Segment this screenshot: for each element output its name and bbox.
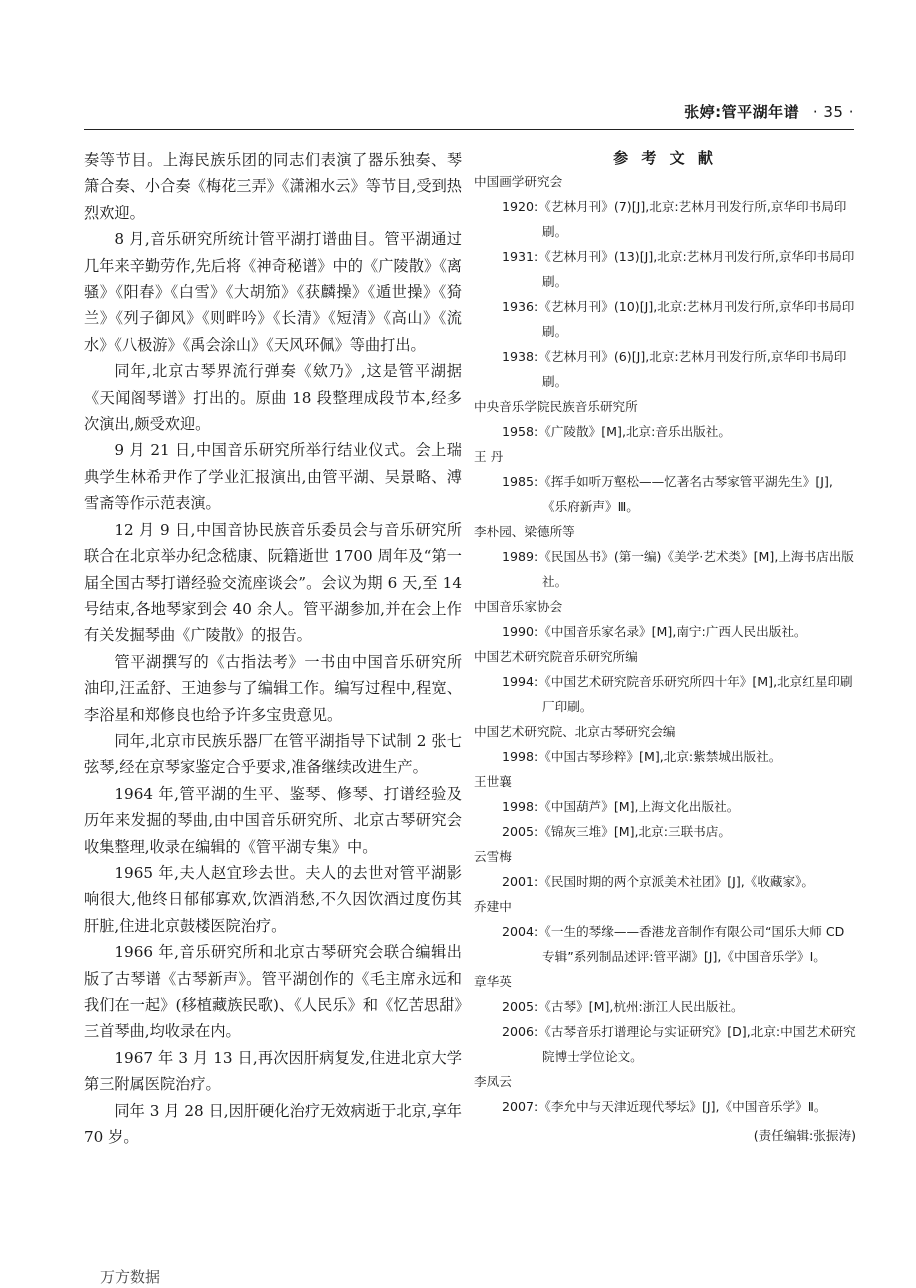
reference-entry	[502, 1019, 856, 1069]
reference-entry-text: 1931:《艺林月刊》(13)[J],北京:艺林月刊发行所,京华印书局印刷。	[502, 249, 855, 289]
reference-entry	[502, 994, 856, 1019]
reference-author: 王 丹	[474, 449, 504, 464]
body-paragraph: 1964 年,管平湖的生平、鉴琴、修琴、打谱经验及历年来发掘的琴曲,由中国音乐研究所、北京古琴研究会收集整理,收录在编辑的《管平湖专集》中。	[84, 784, 462, 856]
body-paragraph: 1967 年 3 月 13 日,再次因肝病复发,住进北京大学第三附属医院治疗。	[84, 1048, 462, 1094]
reference-author: 中国画学研究会	[474, 174, 563, 189]
reference-entry-text: 2005:《古琴》[M],杭州:浙江人民出版社。	[502, 999, 744, 1014]
reference-author: 李朴园、梁德所等	[474, 524, 575, 539]
reference-author: 章华英	[474, 974, 512, 989]
body-paragraph: 奏等节目。上海民族乐团的同志们表演了器乐独奏、琴箫合奏、小合奏《梅花三弄》《潇湘水云》等节目,受到热烈欢迎。	[84, 151, 462, 222]
reference-entry-text: 2004:《一生的琴缘——香港龙音制作有限公司“国乐大师 CD 专辑”系列制品述评:管平湖》[J],《中国音乐学》Ⅰ。	[502, 924, 845, 964]
reference-entry-text: 2007:《李允中与天津近现代琴坛》[J],《中国音乐学》Ⅱ。	[502, 1099, 827, 1114]
reference-author: 中国艺术研究院音乐研究所编	[474, 649, 638, 664]
reference-entry-text: 1985:《挥手如听万壑松——忆著名古琴家管平湖先生》[J],《乐府新声》Ⅲ。	[502, 474, 833, 514]
reference-entry	[502, 669, 856, 719]
references-title: 参 考 文 献	[613, 149, 717, 167]
reference-entry-text: 1936:《艺林月刊》(10)[J],北京:艺林月刊发行所,京华印书局印刷。	[502, 299, 855, 339]
reference-entry	[502, 794, 856, 819]
running-head	[684, 101, 854, 122]
reference-entry-text: 2005:《锦灰三堆》[M],北京:三联书店。	[502, 824, 731, 839]
body-paragraph: 同年,北京市民族乐器厂在管平湖指导下试制 2 张七弦琴,经在京琴家鉴定合乎要求,准备继续改进生产。	[84, 731, 462, 777]
reference-entry	[502, 419, 856, 444]
reference-entry	[502, 244, 856, 294]
body-paragraph: 同年 3 月 28 日,因肝硬化治疗无效病逝于北京,享年 70 岁。	[84, 1101, 462, 1147]
reference-author: 云雪梅	[474, 849, 512, 864]
reference-entry	[502, 344, 856, 394]
reference-entry	[502, 294, 856, 344]
editor-note: (责任编辑:张振涛)	[753, 1128, 856, 1143]
reference-entry	[502, 919, 856, 969]
body-paragraph: 1965 年,夫人赵宜珍去世。夫人的去世对管平湖影响很大,他终日郁郁寡欢,饮酒消愁,不久因饮酒过度伤其肝脏,住进北京鼓楼医院治疗。	[84, 863, 462, 935]
reference-author: 王世襄	[474, 774, 512, 789]
reference-entry-text: 1920:《艺林月刊》(7)[J],北京:艺林月刊发行所,京华印书局印刷。	[502, 199, 847, 239]
reference-entry-text: 1989:《民国丛书》(第一编)《美学·艺术类》[M],上海书店出版社。	[502, 549, 854, 589]
reference-entry-text: 2006:《古琴音乐打谱理论与实证研究》[D],北京:中国艺术研究院博士学位论文。	[502, 1024, 856, 1064]
left-column	[84, 147, 462, 1150]
reference-author: 中国音乐家协会	[474, 599, 563, 614]
reference-entry	[502, 744, 856, 769]
reference-author: 李凤云	[474, 1074, 512, 1089]
reference-entry-text: 1938:《艺林月刊》(6)[J],北京:艺林月刊发行所,京华印书局印刷。	[502, 349, 847, 389]
reference-entry	[502, 869, 856, 894]
body-paragraph: 8 月,音乐研究所统计管平湖打谱曲目。管平湖通过几年来辛勤劳作,先后将《神奇秘谱》中的《广陵散》《离骚》《阳春》《白雪》《大胡笳》《获麟操》《遁世操》《猗兰》《列子御风》《则畔吟》《长清》《短清》《高山》《流水》《八极游》《禹会涂山》《天风环佩》等曲打出。	[84, 230, 462, 354]
reference-entry-text: 1958:《广陵散》[M],北京:音乐出版社。	[502, 424, 731, 439]
running-title: 张婷:管平湖年谱	[684, 103, 800, 121]
footer-watermark: 万方数据	[100, 1268, 161, 1286]
reference-entry-text: 1998:《中国葫芦》[M],上海文化出版社。	[502, 799, 740, 814]
page-number: · 35 ·	[812, 103, 854, 121]
reference-entry-text: 2001:《民国时期的两个京派美术社团》[J],《收藏家》。	[502, 874, 815, 889]
body-paragraph: 管平湖撰写的《古指法考》一书由中国音乐研究所油印,汪孟舒、王迪参与了编辑工作。编写过程中,程宽、李浴星和郑修良也给予许多宝贵意见。	[84, 652, 462, 724]
body-paragraph: 9 月 21 日,中国音乐研究所举行结业仪式。会上瑞典学生林希尹作了学业汇报演出,由管平湖、吴景略、溥雪斋等作示范表演。	[84, 441, 462, 513]
reference-entry	[502, 619, 856, 644]
reference-entry	[502, 194, 856, 244]
references-column	[474, 147, 856, 1148]
references-list	[474, 169, 856, 1119]
reference-author: 乔建中	[474, 899, 512, 914]
reference-author: 中央音乐学院民族音乐研究所	[474, 399, 638, 414]
reference-entry	[502, 469, 856, 519]
body-paragraph: 12 月 9 日,中国音协民族音乐委员会与音乐研究所联合在北京举办纪念嵇康、阮籍逝世 1700 周年及“第一届全国古琴打谱经验交流座谈会”。会议为期 6 天,至 14 号结束,各地琴家到会 40 余人。管平湖参加,并在会上作有关发掘琴曲《广陵散》的报告。	[84, 520, 462, 645]
body-paragraph: 1966 年,音乐研究所和北京古琴研究会联合编辑出版了古琴谱《古琴新声》。管平湖创作的《毛主席永远和我们在一起》(移植藏族民歌)、《人民乐》和《忆苦思甜》三首琴曲,均收录在内。	[84, 943, 462, 1041]
body-paragraph: 同年,北京古琴界流行弹奏《欸乃》,这是管平湖据《天闻阁琴谱》打出的。原曲 18 段整理成段节本,经多次演出,颇受欢迎。	[84, 362, 462, 434]
reference-entry	[502, 1094, 856, 1119]
header-rule	[84, 129, 854, 130]
reference-entry-text: 1994:《中国艺术研究院音乐研究所四十年》[M],北京红星印刷厂印刷。	[502, 674, 853, 714]
reference-entry	[502, 544, 856, 594]
reference-entry-text: 1998:《中国古琴珍粹》[M],北京:紫禁城出版社。	[502, 749, 782, 764]
reference-entry-text: 1990:《中国音乐家名录》[M],南宁:广西人民出版社。	[502, 624, 807, 639]
reference-entry	[502, 819, 856, 844]
reference-author: 中国艺术研究院、北京古琴研究会编	[474, 724, 676, 739]
